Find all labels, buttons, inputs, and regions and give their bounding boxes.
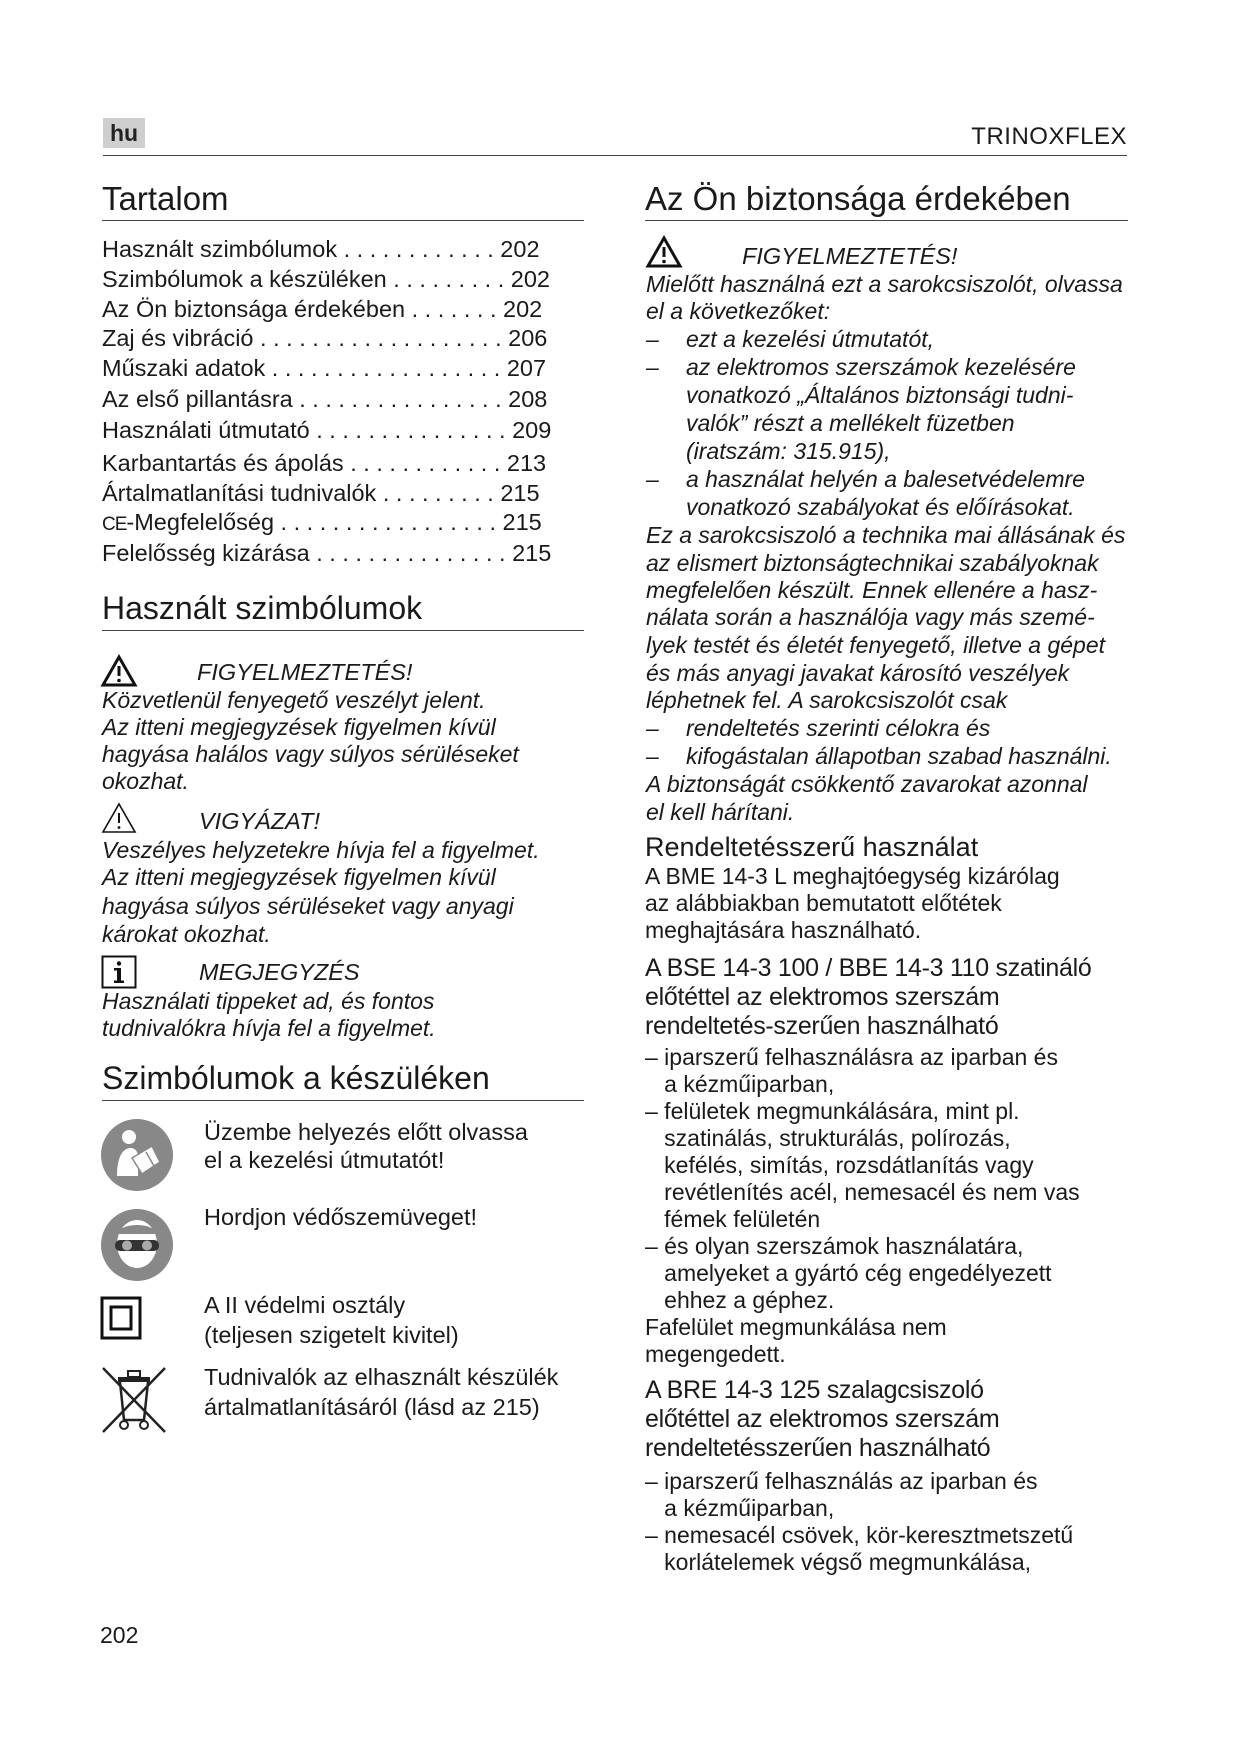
use-note: Fafelület megmunkálása nem: [645, 1314, 947, 1340]
safety-bullet: a használat helyén a balesetvédelemre: [686, 466, 1085, 492]
page-number: 202: [100, 1622, 139, 1648]
subsection-title: rendeltetésszerűen használható: [645, 1434, 991, 1462]
use-list-line: a kézműiparban,: [645, 1071, 835, 1097]
safety-bullet: valók” részt a mellékelt füzetben: [686, 410, 1015, 436]
toc-item[interactable]: Szimbólumok a készüléken . . . . . . . . . 202: [102, 266, 551, 292]
warning-text: Az itteni megjegyzések figyelmen kívül: [102, 714, 496, 740]
use-list-line: – iparszerű felhasználás az iparban és: [645, 1468, 1038, 1494]
use-list-line: – nemesacél csövek, kör-keresztmetszetű: [645, 1522, 1074, 1548]
warning-triangle-icon: [646, 236, 682, 268]
safety-bullet: vonatkozó „Általános biztonsági tudni-: [686, 382, 1074, 408]
device-symbol-text: Hordjon védőszemüveget!: [204, 1204, 478, 1230]
caution-text: károkat okozhat.: [102, 921, 271, 947]
subsection-title: A BSE 14-3 100 / BBE 14-3 110 szatináló: [645, 954, 1092, 982]
use-list-line: a kézműiparban,: [645, 1495, 835, 1521]
warning-text: okozhat.: [102, 768, 189, 794]
toc-item[interactable]: Műszaki adatok . . . . . . . . . . . . . . . . . . 207: [102, 355, 547, 381]
bullet-dash: –: [646, 743, 659, 769]
intended-use-intro: meghajtására használható.: [645, 917, 922, 943]
protection-class-ii-icon: [100, 1296, 142, 1340]
use-list-line: fémek felületén: [645, 1206, 821, 1232]
caution-text: Veszélyes helyzetekre hívja fel a figyelmet.: [102, 837, 540, 863]
header-rule: [103, 155, 1127, 156]
toc-title: Tartalom: [102, 180, 229, 217]
safety-intro: el a következőket:: [646, 298, 831, 324]
toc-item[interactable]: CE-Megfelelőség . . . . . . . . . . . . . . . . . 215: [102, 509, 542, 535]
safety-paragraph: nálata során a használója vagy más szemé-: [646, 604, 1095, 630]
safety-paragraph: Ez a sarokcsiszoló a technika mai állásának és: [646, 522, 1126, 548]
safety-title: Az Ön biztonsága érdekében: [645, 180, 1071, 217]
toc-item[interactable]: Használt szimbólumok . . . . . . . . . . . . 202: [102, 236, 540, 262]
toc-item[interactable]: Karbantartás és ápolás . . . . . . . . . . . . 213: [102, 450, 547, 476]
bullet-dash: –: [646, 326, 659, 352]
device-symbol-text: el a kezelési útmutatót!: [204, 1147, 445, 1173]
use-list-line: revétlenítés acél, nemesacél és nem vas: [645, 1179, 1080, 1205]
device-symbol-text: Üzembe helyezés előtt olvassa: [204, 1119, 528, 1145]
intended-use-title: Rendeltetésszerű használat: [645, 832, 979, 862]
safety-goggles-icon: [100, 1208, 174, 1282]
device-symbol-text: ártalmatlanításáról (lásd az 215): [204, 1394, 540, 1420]
device-symbol-text: (teljesen szigetelt kivitel): [204, 1322, 459, 1348]
warning-head: FIGYELMEZTETÉS!: [197, 659, 413, 685]
note-text: tudnivalókra hívja fel a figyelmet.: [102, 1015, 436, 1041]
bullet-dash: –: [646, 466, 659, 492]
warning-text: hagyása halálos vagy súlyos sérüléseket: [102, 741, 519, 767]
device-symbols-title: Szimbólumok a készüléken: [102, 1060, 490, 1096]
use-list-line: ehhez a géphez.: [645, 1287, 835, 1313]
weee-bin-icon: [100, 1365, 168, 1435]
intended-use-intro: az alábbiakban bemutatott előtétek: [645, 890, 1002, 916]
language-badge: hu: [103, 118, 145, 148]
bullet-dash: –: [646, 715, 659, 741]
warning-triangle-icon: [101, 655, 137, 687]
toc-item[interactable]: Ártalmatlanítási tudnivalók . . . . . . . . . 215: [102, 480, 540, 506]
subsection-title: előtéttel az elektromos szerszám: [645, 1405, 1000, 1433]
caution-triangle-icon: [101, 802, 137, 834]
safety-warning-head: FIGYELMEZTETÉS!: [742, 243, 958, 269]
caution-head: VIGYÁZAT!: [199, 808, 320, 834]
safety-rule: [645, 220, 1128, 221]
safety-bullet: vonatkozó szabályokat és előírásokat.: [686, 494, 1075, 520]
brand-title: TRINOXFLEX: [971, 123, 1127, 150]
intended-use-intro: A BME 14-3 L meghajtóegység kizárólag: [645, 863, 1060, 889]
safety-paragraph: A biztonságát csökkentő zavarokat azonnal: [646, 771, 1088, 797]
use-list-line: kefélés, simítás, rozsdátlanítás vagy: [645, 1152, 1034, 1178]
caution-text: Az itteni megjegyzések figyelmen kívül: [102, 864, 496, 890]
subsection-title: A BRE 14-3 125 szalagcsiszoló: [645, 1376, 984, 1404]
use-list-line: amelyeket a gyártó cég engedélyezett: [645, 1260, 1052, 1286]
safety-bullet: rendeltetés szerinti célokra és: [686, 715, 991, 741]
bullet-dash: –: [646, 354, 659, 380]
read-manual-icon: [100, 1118, 174, 1192]
device-symbol-text: Tudnivalók az elhasznált készülék: [204, 1364, 559, 1390]
use-list-line: szatinálás, strukturálás, polírozás,: [645, 1125, 1011, 1151]
subsection-title: rendeltetés-szerűen használható: [645, 1012, 999, 1040]
use-list-line: korlátelemek végső megmunkálása,: [645, 1549, 1032, 1575]
toc-rule: [102, 220, 584, 221]
note-text: Használati tippeket ad, és fontos: [102, 988, 435, 1014]
safety-bullet: (iratszám: 315.915),: [686, 438, 891, 464]
note-head: MEGJEGYZÉS: [199, 959, 360, 985]
toc-item[interactable]: Használati útmutató . . . . . . . . . . . . . . . 209: [102, 417, 552, 443]
safety-bullet: kifogástalan állapotban szabad használni.: [686, 743, 1112, 769]
toc-item[interactable]: Az Ön biztonsága érdekében . . . . . . . 202: [102, 296, 543, 322]
safety-bullet: ezt a kezelési útmutatót,: [686, 326, 935, 352]
toc-item[interactable]: Zaj és vibráció . . . . . . . . . . . . . . . . . . . 206: [102, 325, 548, 351]
info-icon: [101, 955, 137, 989]
device-symbols-rule: [102, 1100, 584, 1101]
ce-mark: CE: [102, 514, 127, 535]
use-list-line: – felületek megmunkálására, mint pl.: [645, 1098, 1020, 1124]
safety-paragraph: lyek testét és életét fenyegető, illetve a gépet: [646, 632, 1106, 658]
toc-item[interactable]: Az első pillantásra . . . . . . . . . . . . . . . . 208: [102, 386, 548, 412]
use-list-line: – iparszerű felhasználásra az iparban és: [645, 1044, 1058, 1070]
safety-paragraph: el kell hárítani.: [646, 799, 795, 825]
safety-paragraph: és más anyagi javakat károsító veszélyek: [646, 660, 1070, 686]
use-note: megengedett.: [645, 1341, 786, 1367]
caution-text: hagyása súlyos sérüléseket vagy anyagi: [102, 893, 514, 919]
safety-paragraph: megfelelően készült. Ennek ellenére a hasz-: [646, 577, 1098, 603]
symbols-used-rule: [102, 630, 584, 631]
safety-paragraph: léphetnek fel. A sarokcsiszolót csak: [646, 687, 1008, 713]
subsection-title: előtéttel az elektromos szerszám: [645, 983, 1000, 1011]
device-symbol-text: A II védelmi osztály: [204, 1292, 406, 1318]
safety-bullet: az elektromos szerszámok kezelésére: [686, 354, 1076, 380]
symbols-used-title: Használt szimbólumok: [102, 590, 423, 626]
safety-paragraph: az elismert biztonságtechnikai szabályoknak: [646, 550, 1099, 576]
toc-item[interactable]: Felelősség kizárása . . . . . . . . . . . . . . . 215: [102, 540, 552, 566]
use-list-line: – és olyan szerszámok használatára,: [645, 1233, 1024, 1259]
safety-intro: Mielőtt használná ezt a sarokcsiszolót, olvassa: [646, 271, 1123, 297]
warning-text: Közvetlenül fenyegető veszélyt jelent.: [102, 687, 486, 713]
